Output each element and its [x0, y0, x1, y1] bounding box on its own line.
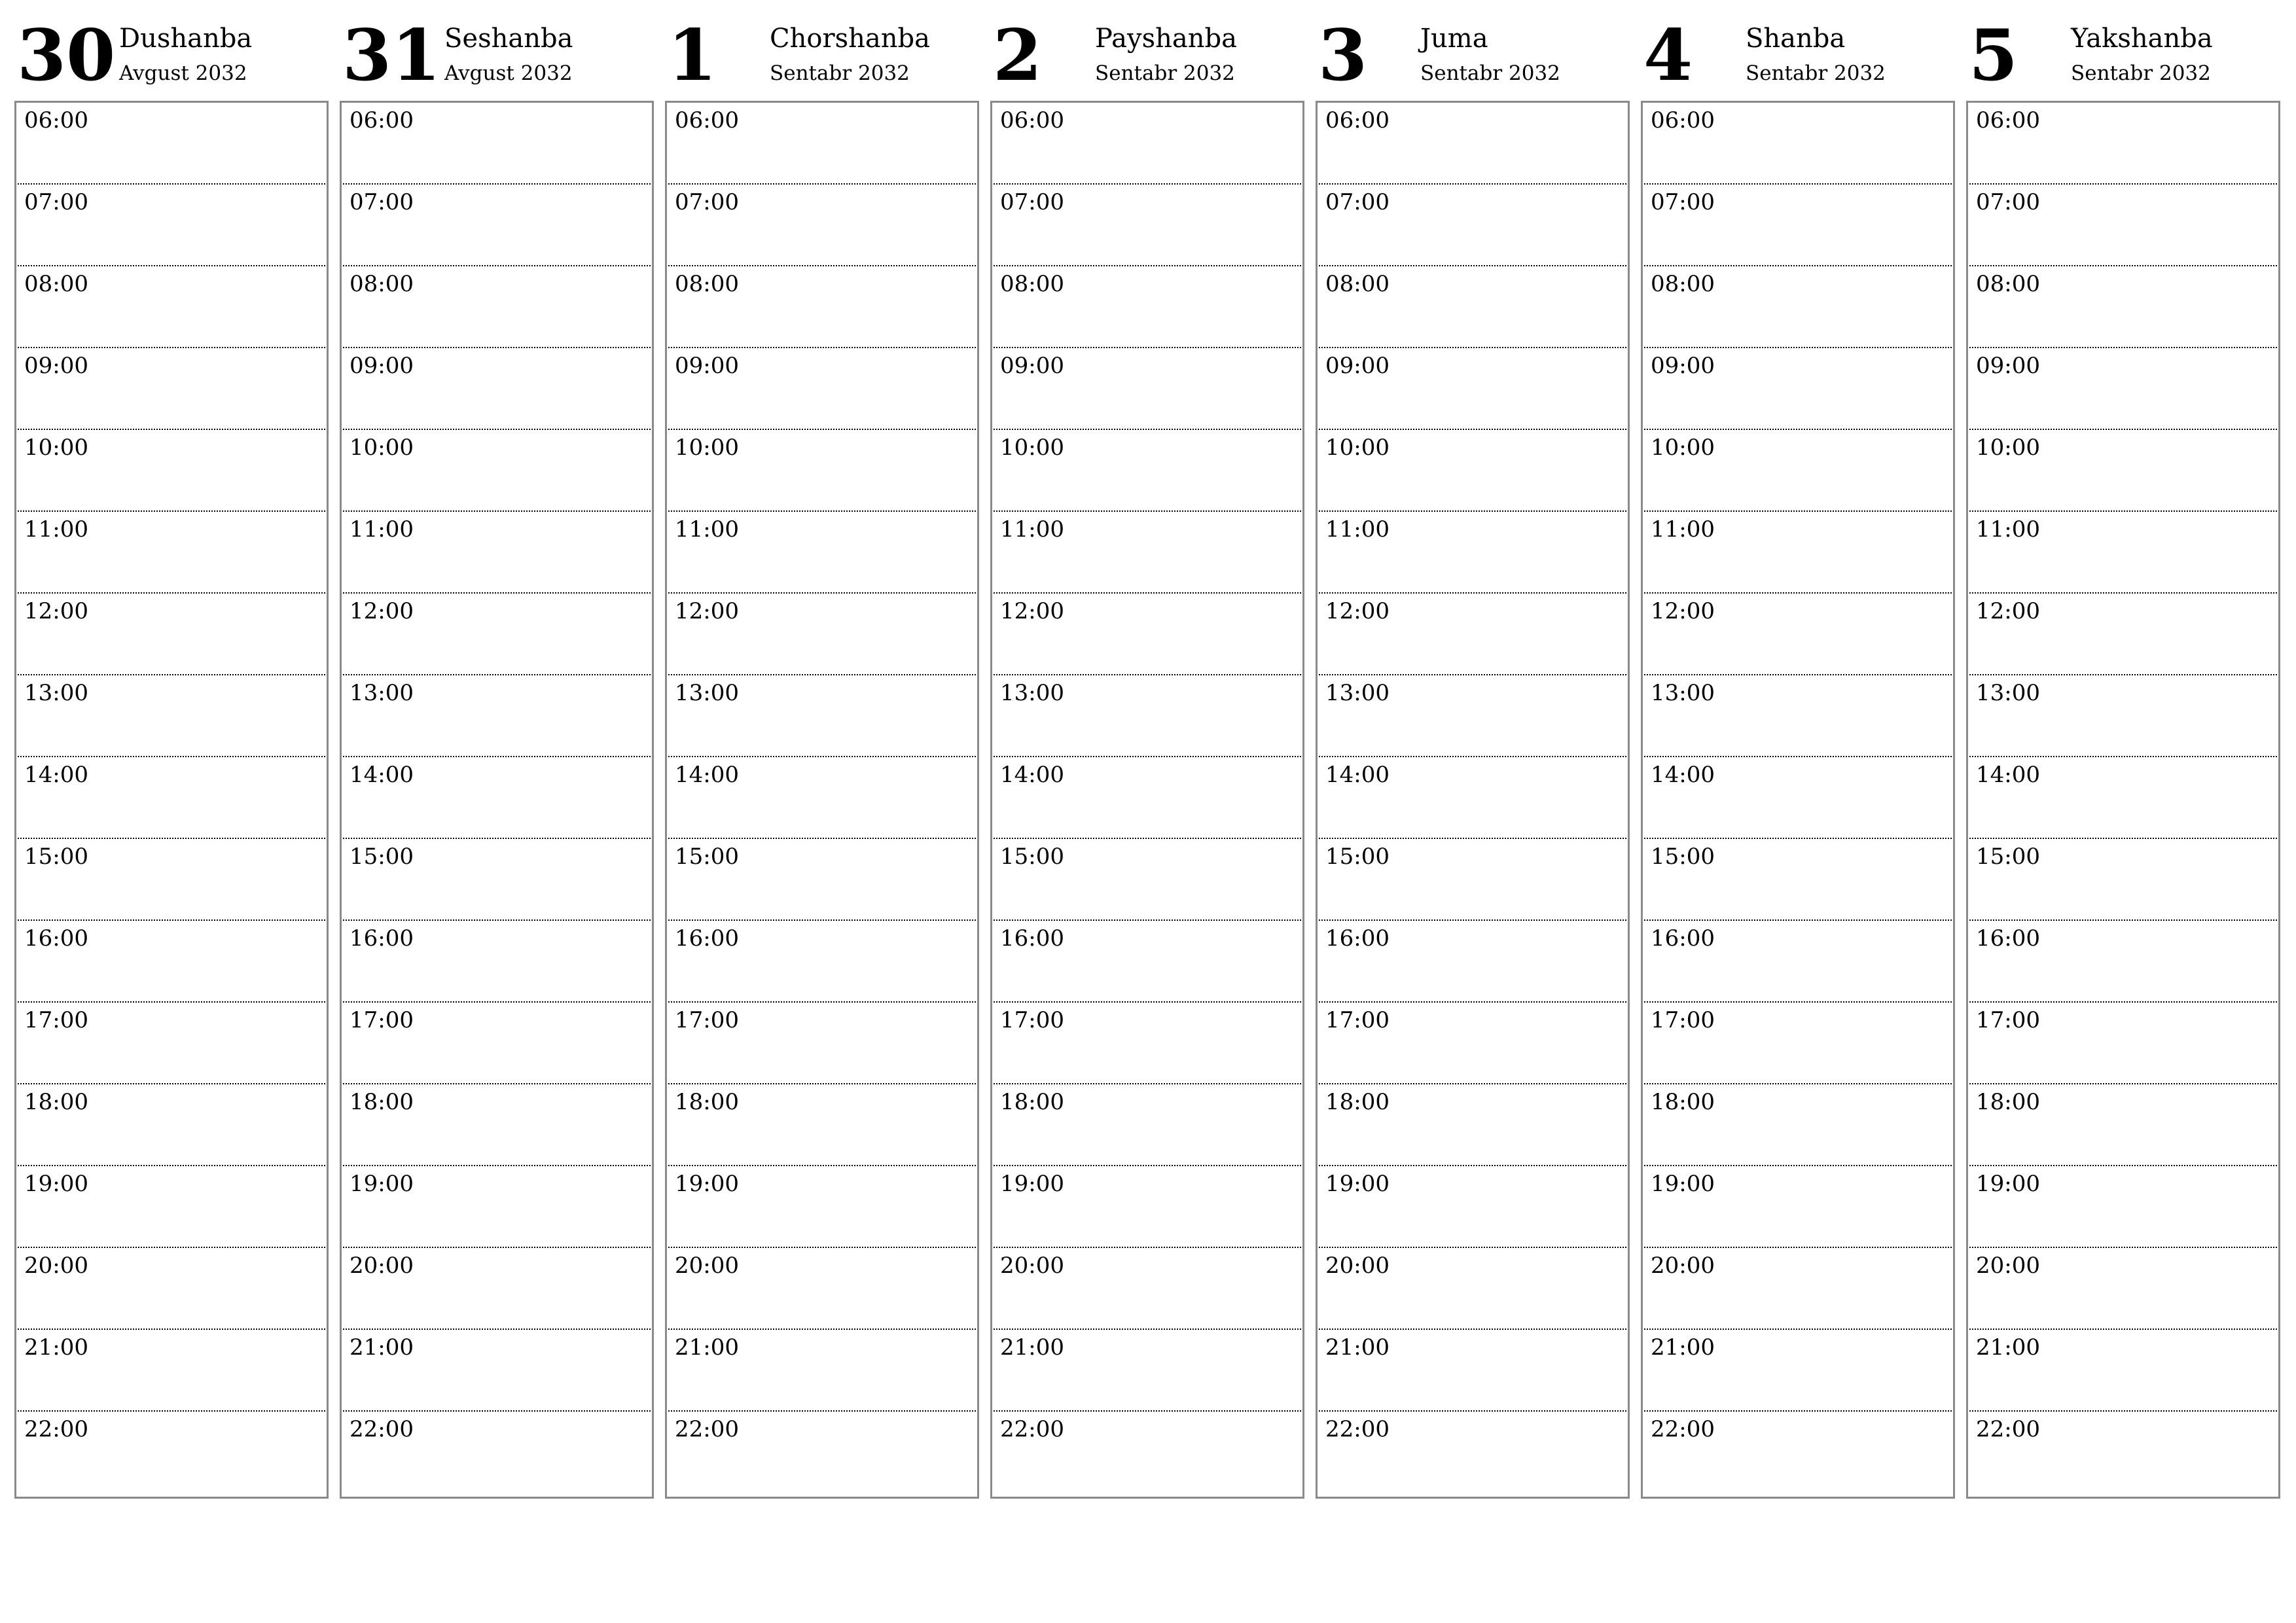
time-label: 22:00: [350, 1416, 414, 1442]
day-header: [340, 0, 653, 98]
day-number: 4: [1643, 14, 1693, 97]
time-slot: [1319, 512, 1626, 594]
time-slot: [343, 1084, 651, 1166]
time-label: 21:00: [350, 1334, 414, 1361]
time-slot: [1644, 1248, 1952, 1330]
time-label: 12:00: [675, 598, 739, 624]
month-year: Sentabr 2032: [1420, 62, 1560, 85]
time-label: 20:00: [24, 1253, 88, 1279]
time-label: 20:00: [350, 1253, 414, 1279]
time-slot: [1969, 594, 2277, 675]
time-slot: [1969, 1330, 2277, 1412]
time-slot: [1969, 1248, 2277, 1330]
time-label: 21:00: [1325, 1334, 1390, 1361]
time-slot: [18, 185, 325, 266]
time-slot: [994, 1166, 1301, 1248]
time-label: 10:00: [1000, 435, 1064, 461]
time-slot: [1319, 839, 1626, 921]
time-label: 22:00: [1000, 1416, 1064, 1442]
time-slot: [1319, 1248, 1626, 1330]
time-slot: [18, 1084, 325, 1166]
time-label: 20:00: [1325, 1253, 1390, 1279]
time-slot: [668, 348, 976, 430]
time-label: 07:00: [1325, 189, 1390, 215]
time-slot: [668, 594, 976, 675]
time-slot: [18, 348, 325, 430]
day-number: 1: [668, 14, 717, 97]
time-slot: [18, 757, 325, 839]
day-schedule-box: [14, 101, 329, 1499]
time-slot: [1969, 1084, 2277, 1166]
time-slot: [18, 1003, 325, 1084]
time-slot: [1969, 757, 2277, 839]
time-slot: [1319, 430, 1626, 512]
time-slot: [343, 1330, 651, 1412]
day-column: [665, 0, 978, 1499]
day-column: [990, 0, 1303, 1499]
time-label: 10:00: [1651, 435, 1715, 461]
time-label: 08:00: [675, 271, 739, 297]
time-slot: [1969, 675, 2277, 757]
time-slot: [668, 757, 976, 839]
day-column: [1316, 0, 1628, 1499]
time-slot: [1969, 839, 2277, 921]
time-label: 16:00: [24, 925, 88, 952]
time-label: 12:00: [24, 598, 88, 624]
time-label: 06:00: [1976, 107, 2040, 134]
day-schedule-box: [1316, 101, 1630, 1499]
time-slot: [343, 1248, 651, 1330]
time-slot: [18, 1330, 325, 1412]
time-slot: [994, 1330, 1301, 1412]
time-label: 18:00: [675, 1089, 739, 1115]
time-slot: [668, 921, 976, 1003]
time-slot: [343, 839, 651, 921]
time-label: 16:00: [1000, 925, 1064, 952]
time-label: 14:00: [675, 762, 739, 788]
time-label: 20:00: [1000, 1253, 1064, 1279]
time-label: 12:00: [1000, 598, 1064, 624]
time-slot: [18, 1166, 325, 1248]
time-slot: [18, 921, 325, 1003]
time-label: 19:00: [350, 1171, 414, 1197]
time-label: 10:00: [675, 435, 739, 461]
time-slot: [1644, 348, 1952, 430]
month-year: Avgust 2032: [119, 62, 247, 85]
time-slot: [1644, 921, 1952, 1003]
time-label: 07:00: [1000, 189, 1064, 215]
month-year: Sentabr 2032: [2071, 62, 2211, 85]
weekly-planner: [14, 0, 2288, 1499]
time-slot: [1969, 921, 2277, 1003]
time-label: 09:00: [1976, 353, 2040, 379]
day-header: [14, 0, 327, 98]
time-label: 13:00: [1976, 680, 2040, 706]
time-label: 12:00: [1651, 598, 1715, 624]
time-label: 18:00: [1651, 1089, 1715, 1115]
time-slot: [1969, 185, 2277, 266]
time-slot: [668, 1166, 976, 1248]
time-label: 07:00: [1651, 189, 1715, 215]
time-slot: [1644, 594, 1952, 675]
time-label: 06:00: [1651, 107, 1715, 134]
time-label: 14:00: [24, 762, 88, 788]
time-label: 20:00: [675, 1253, 739, 1279]
time-slot: [1319, 103, 1626, 185]
time-slot: [18, 1412, 325, 1493]
time-label: 14:00: [1325, 762, 1390, 788]
time-label: 13:00: [24, 680, 88, 706]
time-label: 17:00: [1976, 1007, 2040, 1033]
time-slot: [343, 266, 651, 348]
time-label: 18:00: [1325, 1089, 1390, 1115]
day-header: [1316, 0, 1628, 98]
time-label: 16:00: [1651, 925, 1715, 952]
time-label: 11:00: [1651, 516, 1715, 543]
time-slot: [18, 430, 325, 512]
time-slot: [1969, 1412, 2277, 1493]
time-label: 21:00: [675, 1334, 739, 1361]
time-slot: [1644, 266, 1952, 348]
time-label: 19:00: [1000, 1171, 1064, 1197]
time-label: 20:00: [1976, 1253, 2040, 1279]
weekday-name: Chorshanba: [770, 24, 930, 54]
time-slot: [1319, 921, 1626, 1003]
time-slot: [18, 1248, 325, 1330]
time-slot: [343, 185, 651, 266]
time-slot: [343, 594, 651, 675]
time-slot: [343, 512, 651, 594]
time-slot: [668, 1084, 976, 1166]
time-label: 22:00: [1325, 1416, 1390, 1442]
time-label: 10:00: [1325, 435, 1390, 461]
time-label: 18:00: [1000, 1089, 1064, 1115]
day-header: [1641, 0, 1954, 98]
time-label: 18:00: [24, 1089, 88, 1115]
time-label: 17:00: [1325, 1007, 1390, 1033]
time-label: 17:00: [675, 1007, 739, 1033]
time-label: 08:00: [1976, 271, 2040, 297]
time-label: 12:00: [1325, 598, 1390, 624]
time-slot: [1969, 1166, 2277, 1248]
day-schedule-box: [990, 101, 1304, 1499]
time-slot: [994, 430, 1301, 512]
time-slot: [343, 1003, 651, 1084]
time-slot: [1319, 1166, 1626, 1248]
time-label: 08:00: [350, 271, 414, 297]
time-label: 17:00: [24, 1007, 88, 1033]
time-label: 13:00: [1651, 680, 1715, 706]
time-slot: [668, 839, 976, 921]
time-slot: [668, 266, 976, 348]
time-label: 21:00: [24, 1334, 88, 1361]
time-label: 07:00: [675, 189, 739, 215]
time-label: 11:00: [1000, 516, 1064, 543]
time-label: 13:00: [350, 680, 414, 706]
time-slot: [1644, 512, 1952, 594]
time-label: 22:00: [24, 1416, 88, 1442]
time-label: 15:00: [350, 844, 414, 870]
time-slot: [1969, 103, 2277, 185]
time-label: 06:00: [24, 107, 88, 134]
day-header: [1966, 0, 2279, 98]
time-label: 15:00: [675, 844, 739, 870]
time-slot: [1319, 348, 1626, 430]
time-label: 21:00: [1000, 1334, 1064, 1361]
time-slot: [1319, 757, 1626, 839]
time-label: 17:00: [1651, 1007, 1715, 1033]
time-label: 21:00: [1651, 1334, 1715, 1361]
time-label: 15:00: [1651, 844, 1715, 870]
time-label: 18:00: [1976, 1089, 2040, 1115]
time-slot: [668, 512, 976, 594]
time-slot: [994, 266, 1301, 348]
day-column: [14, 0, 327, 1499]
time-label: 14:00: [1651, 762, 1715, 788]
time-label: 10:00: [1976, 435, 2040, 461]
day-number: 30: [17, 14, 116, 97]
time-label: 10:00: [24, 435, 88, 461]
time-label: 08:00: [1651, 271, 1715, 297]
time-slot: [994, 839, 1301, 921]
time-label: 11:00: [1325, 516, 1390, 543]
time-label: 09:00: [1651, 353, 1715, 379]
time-slot: [343, 1412, 651, 1493]
time-slot: [343, 921, 651, 1003]
time-slot: [1644, 430, 1952, 512]
month-year: Sentabr 2032: [770, 62, 910, 85]
time-slot: [1969, 1003, 2277, 1084]
time-label: 22:00: [675, 1416, 739, 1442]
time-label: 22:00: [1651, 1416, 1715, 1442]
time-slot: [343, 103, 651, 185]
time-label: 06:00: [350, 107, 414, 134]
time-slot: [1969, 430, 2277, 512]
time-slot: [668, 1330, 976, 1412]
time-label: 08:00: [1325, 271, 1390, 297]
time-label: 07:00: [350, 189, 414, 215]
time-label: 14:00: [1000, 762, 1064, 788]
time-slot: [668, 185, 976, 266]
day-number: 5: [1969, 14, 2018, 97]
time-slot: [994, 594, 1301, 675]
time-label: 07:00: [24, 189, 88, 215]
time-slot: [994, 1412, 1301, 1493]
time-label: 16:00: [1325, 925, 1390, 952]
time-label: 14:00: [1976, 762, 2040, 788]
time-label: 20:00: [1651, 1253, 1715, 1279]
weekday-name: Seshanba: [444, 24, 573, 54]
time-label: 19:00: [1325, 1171, 1390, 1197]
time-label: 13:00: [1325, 680, 1390, 706]
time-slot: [1644, 757, 1952, 839]
day-header: [665, 0, 978, 98]
time-slot: [668, 1248, 976, 1330]
time-label: 09:00: [350, 353, 414, 379]
time-label: 13:00: [1000, 680, 1064, 706]
time-label: 06:00: [675, 107, 739, 134]
day-number: 3: [1318, 14, 1368, 97]
day-schedule-box: [1966, 101, 2280, 1499]
time-label: 09:00: [1000, 353, 1064, 379]
time-label: 19:00: [675, 1171, 739, 1197]
time-slot: [1969, 266, 2277, 348]
time-slot: [1969, 512, 2277, 594]
time-slot: [18, 594, 325, 675]
time-slot: [1319, 1412, 1626, 1493]
time-label: 11:00: [24, 516, 88, 543]
time-slot: [994, 512, 1301, 594]
time-label: 06:00: [1000, 107, 1064, 134]
time-slot: [1644, 839, 1952, 921]
time-slot: [668, 1412, 976, 1493]
time-slot: [994, 1248, 1301, 1330]
time-slot: [668, 675, 976, 757]
day-number: 31: [342, 14, 441, 97]
time-slot: [1969, 348, 2277, 430]
month-year: Sentabr 2032: [1095, 62, 1235, 85]
time-slot: [343, 1166, 651, 1248]
time-slot: [343, 675, 651, 757]
time-label: 11:00: [350, 516, 414, 543]
time-label: 17:00: [350, 1007, 414, 1033]
time-slot: [1644, 675, 1952, 757]
month-year: Avgust 2032: [444, 62, 573, 85]
time-label: 15:00: [1325, 844, 1390, 870]
time-slot: [1644, 103, 1952, 185]
time-label: 08:00: [24, 271, 88, 297]
weekday-name: Juma: [1420, 24, 1488, 54]
time-slot: [18, 103, 325, 185]
weekday-name: Dushanba: [119, 24, 253, 54]
month-year: Sentabr 2032: [1746, 62, 1886, 85]
time-slot: [18, 839, 325, 921]
time-label: 15:00: [1976, 844, 2040, 870]
day-number: 2: [993, 14, 1043, 97]
time-slot: [994, 1084, 1301, 1166]
time-label: 16:00: [1976, 925, 2040, 952]
time-slot: [343, 348, 651, 430]
time-slot: [1644, 1084, 1952, 1166]
time-label: 08:00: [1000, 271, 1064, 297]
time-label: 16:00: [350, 925, 414, 952]
time-label: 14:00: [350, 762, 414, 788]
time-slot: [994, 675, 1301, 757]
time-label: 10:00: [350, 435, 414, 461]
time-slot: [1319, 266, 1626, 348]
day-column: [340, 0, 653, 1499]
time-slot: [1644, 1003, 1952, 1084]
time-slot: [668, 430, 976, 512]
time-label: 06:00: [1325, 107, 1390, 134]
time-slot: [18, 512, 325, 594]
time-label: 09:00: [1325, 353, 1390, 379]
time-slot: [668, 1003, 976, 1084]
time-slot: [343, 757, 651, 839]
day-column: [1641, 0, 1954, 1499]
weekday-name: Payshanba: [1095, 24, 1237, 54]
time-label: 15:00: [1000, 844, 1064, 870]
time-label: 18:00: [350, 1089, 414, 1115]
time-slot: [1319, 185, 1626, 266]
time-slot: [994, 921, 1301, 1003]
day-header: [990, 0, 1303, 98]
day-schedule-box: [340, 101, 654, 1499]
time-slot: [1319, 1330, 1626, 1412]
time-slot: [994, 757, 1301, 839]
time-label: 09:00: [675, 353, 739, 379]
time-slot: [994, 185, 1301, 266]
time-label: 19:00: [1651, 1171, 1715, 1197]
time-slot: [1644, 1330, 1952, 1412]
day-schedule-box: [1641, 101, 1955, 1499]
time-slot: [994, 1003, 1301, 1084]
time-label: 19:00: [24, 1171, 88, 1197]
time-label: 07:00: [1976, 189, 2040, 215]
time-slot: [1644, 1412, 1952, 1493]
time-slot: [994, 348, 1301, 430]
time-label: 22:00: [1976, 1416, 2040, 1442]
time-slot: [18, 675, 325, 757]
time-label: 15:00: [24, 844, 88, 870]
time-label: 11:00: [675, 516, 739, 543]
time-label: 17:00: [1000, 1007, 1064, 1033]
time-label: 11:00: [1976, 516, 2040, 543]
day-column: [1966, 0, 2279, 1499]
time-slot: [1319, 675, 1626, 757]
time-label: 09:00: [24, 353, 88, 379]
weekday-name: Shanba: [1746, 24, 1846, 54]
time-label: 19:00: [1976, 1171, 2040, 1197]
time-slot: [668, 103, 976, 185]
time-slot: [1319, 594, 1626, 675]
day-schedule-box: [665, 101, 979, 1499]
time-slot: [343, 430, 651, 512]
time-slot: [1319, 1003, 1626, 1084]
time-slot: [1644, 1166, 1952, 1248]
time-label: 13:00: [675, 680, 739, 706]
time-slot: [994, 103, 1301, 185]
time-label: 16:00: [675, 925, 739, 952]
weekday-name: Yakshanba: [2071, 24, 2213, 54]
time-label: 12:00: [350, 598, 414, 624]
time-label: 21:00: [1976, 1334, 2040, 1361]
time-slot: [18, 266, 325, 348]
time-label: 12:00: [1976, 598, 2040, 624]
time-slot: [1644, 185, 1952, 266]
time-slot: [1319, 1084, 1626, 1166]
